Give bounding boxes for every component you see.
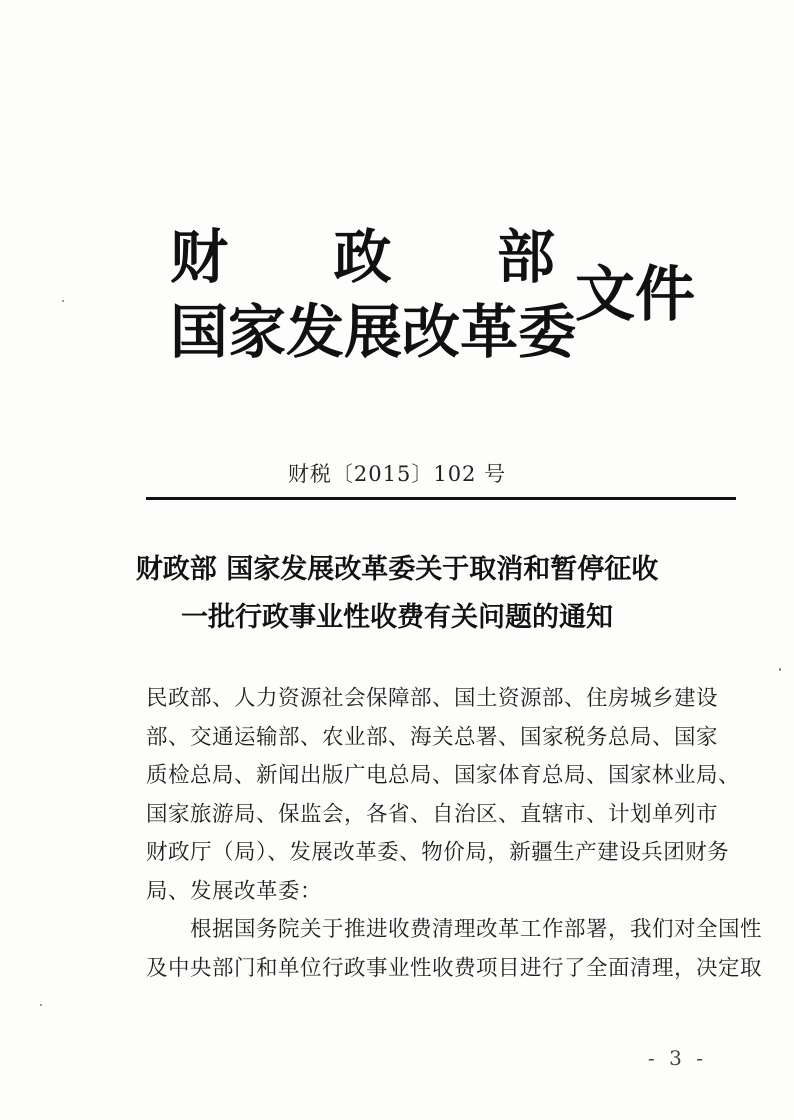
header-divider [146,497,736,500]
page-number: - 3 - [648,1046,707,1070]
issuer-ndrc: 国家发展改革委 [170,298,577,366]
scan-speck [779,668,781,671]
issuer-char: 政 [333,223,392,291]
paragraph-line: 及中央部门和单位行政事业性收费项目进行了全面清理，决定取 [146,955,763,981]
title-line-1: 财政部 国家发展改革委关于取消和暂停征收 [135,554,659,585]
scan-speck [62,300,64,302]
issuer-char: 部 [496,223,555,291]
recipients-line: 部、交通运输部、农业部、海关总署、国家税务总局、国家 [146,724,719,750]
document-body [146,680,763,988]
recipients-line: 质检总局、新闻出版广电总局、国家体育总局、国家林业局、 [146,763,741,788]
recipients-line: 民政部、人力资源社会保障部、国土资源部、住房城乡建设 [146,686,719,711]
recipients-line: 局、发展改革委： [146,878,323,904]
paragraph-line: 根据国务院关于推进收费清理改革工作部署，我们对全国性 [190,917,763,942]
document-header [170,205,730,365]
recipients-line: 国家旅游局、保监会，各省、自治区、直辖市、计划单列市 [146,801,719,827]
issuer-ministry-of-finance [170,225,555,289]
scan-speck [40,1004,42,1006]
document-title [0,546,794,642]
document-type-label: 文件 [575,260,695,330]
document-number: 财税〔2015〕102 号 [287,462,507,486]
issuer-char: 财 [170,223,229,291]
title-line-2: 一批行政事业性收费有关问题的通知 [181,602,613,633]
recipients-line: 财政厅（局）、发展改革委、物价局，新疆生产建设兵团财务 [146,840,730,865]
